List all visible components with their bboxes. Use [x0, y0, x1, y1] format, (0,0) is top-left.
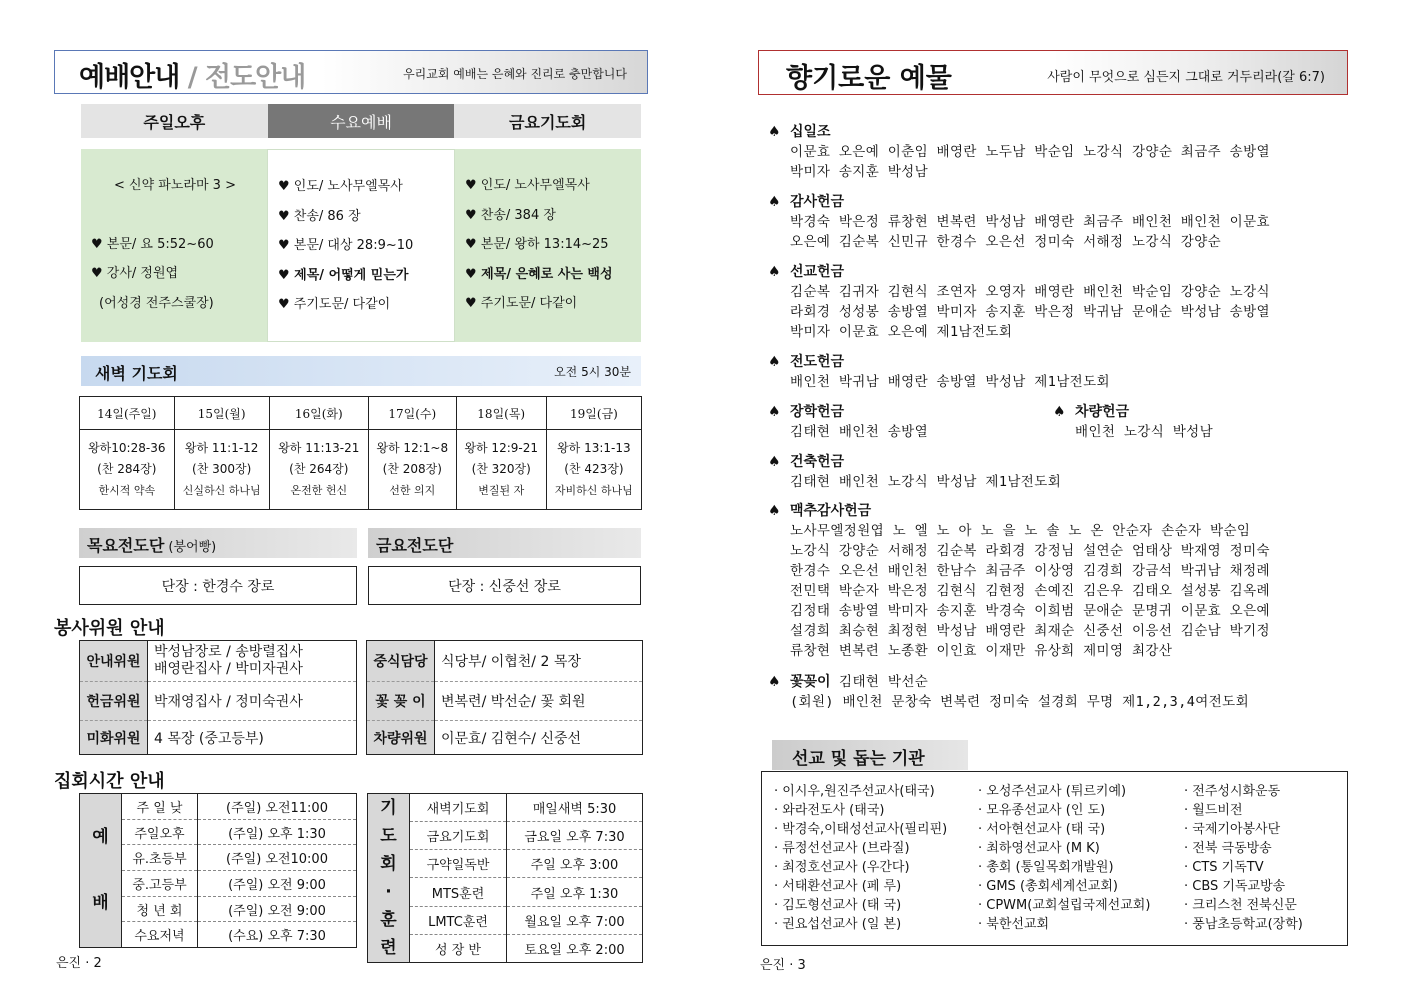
worship-times-table: 예 배 주 일 낮 (주일) 오전11:00 주일오후 (주일) 오후 1:30 유.초등부 (주일) 오전10:00 중.고등부 (주일) 오전 9:00 청 년 회 (주일) 오전 9:00 수요저녁 (수요) 오후 7:30 [79, 793, 357, 948]
offering-tithe: ♠ 십일조 이문효 오은예 이춘임 배영란 노두남 박순임 노강식 강양순 최금주 송방열 박미자 송지훈 박성남 [768, 124, 1270, 180]
dawn-prayer-time: 오전 5시 30분 [554, 365, 631, 379]
friday-details [455, 149, 641, 342]
worship-label: 예 배 [80, 794, 122, 948]
day-cell: 14일(주일) [80, 397, 175, 430]
detail-line: ♥ 주기도문/ 다같이 [465, 296, 578, 311]
mission-section-title: 선교 및 돕는 기관 [772, 740, 968, 770]
page-number-left: 은진 · 2 [56, 956, 102, 971]
day-detail: 왕하 11:1-12 (찬 300장) 신실하신 하나님 [174, 430, 269, 510]
detail-line: ♥ 주기도문/ 다같이 [278, 297, 391, 312]
tab-friday-prayer: 금요기도회 [454, 104, 641, 138]
meeting-section-title: 집회시간 안내 [54, 771, 165, 792]
wednesday-details [267, 149, 455, 342]
spade-icon: ♠ [1053, 404, 1066, 420]
sunday-theme: < 신약 파노라마 3 > [114, 178, 236, 193]
offerings-subtitle: 사람이 무엇으로 심든지 그대로 거두리라(갈 6:7) [1047, 70, 1325, 85]
thursday-team-leader: 단장 : 한경수 장로 [79, 566, 357, 605]
spade-icon: ♠ [768, 354, 781, 370]
service-details [81, 149, 641, 342]
offering-thanks: ♠ 감사헌금 박경숙 박은정 류창현 변복련 박성남 배영란 최금주 배인천 배인천 이문효 오은예 김순복 신민규 한경수 오은선 정미숙 서해정 노강식 강양순 [768, 194, 1270, 250]
page-subtitle: 우리교회 예배는 은혜와 진리로 충만합니다 [403, 67, 627, 81]
day-detail: 왕하10:28-36 (찬 284장) 한시적 약속 [80, 430, 175, 510]
day-detail: 왕하 12:1~8 (찬 208장) 선한 의지 [368, 430, 456, 510]
offering-flowers: ♠ 꽃꽂이 김태현 박선순 (회원) 배인천 문창숙 변복련 정미숙 설경희 무명 제1,2,3,4여전도회 [768, 674, 1250, 710]
day-cell: 17일(수) [368, 397, 456, 430]
dawn-prayer-title: 새벽 기도회 [95, 364, 178, 383]
spade-icon: ♠ [768, 404, 781, 420]
offering-building: ♠ 건축헌금 김태현 배인천 노강식 박성남 제1남전도회 [768, 454, 1062, 490]
detail-line: ♥ 제목/ 어떻게 믿는가 [278, 267, 409, 283]
day-detail: 왕하 11:13-21 (찬 264장) 온전한 헌신 [269, 430, 368, 510]
friday-team-header: 금요전도단 [368, 528, 641, 558]
day-cell: 15일(월) [174, 397, 269, 430]
detail-line: ♥ 인도/ 노사무엘목사 [278, 179, 403, 194]
detail-line: ♥ 찬송/ 86 장 [278, 208, 361, 224]
prayer-training-label: 기 도 회 · 훈 련 [368, 794, 410, 963]
day-cell: 19일(금) [546, 397, 641, 430]
sunday-afternoon-details [81, 149, 267, 342]
friday-team-leader: 단장 : 신중선 장로 [368, 566, 641, 605]
sunday-speaker-note: (어성경 전주스쿨장) [99, 295, 214, 311]
page-title: 예배안내 / 전도안내 [79, 62, 306, 93]
thursday-team-header: 목요전도단 (붕어빵) [79, 528, 357, 558]
staff-table-right: 중식담당 식당부/ 이협천/ 2 목장 꽃 꽂 이 변복련/ 박선순/ 꽃 회원 차량위원 이문효/ 김현수/ 신중선 [366, 640, 643, 755]
staff-table-left: 안내위원 박성남장로 / 송방렬집사 배영란집사 / 박미자권사 헌금위원 박재영집사 / 정미숙권사 미화위원 4 목장 (중고등부) [79, 640, 357, 755]
service-tabs [81, 104, 641, 138]
mission-column-1: · 이시우,원진주선교사(태국) · 와라전도사 (태국) · 박경숙,이태성선교사(필리핀) · 류정선선교사 (브라질) · 최정호선교사 (우간다) · 서태환선교사 (페 루) · 김도형선교사 (태 국) · 권요섭선교사 (일 본) [774, 784, 948, 932]
dawn-prayer-table [79, 396, 642, 510]
offering-scholarship: ♠ 장학헌금 김태현 배인천 송방열 [768, 404, 929, 440]
offering-harvest: ♠ 맥추감사헌금 노사무엘정원엽 노 엘 노 아 노 을 노 솔 노 온 안순자 손순자 박순임 노강식 강양순 서해정 김순복 라회경 강정님 설연순 엄태상 박재영 정미숙 한경수 오은선 배인천 한남수 최금주 이상영 김경희 강금석 박귀남 채정례 전민택 박순자 박은정 김현식 김현정 손예진 김은우 김태오 설성봉 김옥례 김정태 송방열 박미자 송지훈 박경숙 이희범 문애순 문명귀 이문효 오은예 설경희 최승현 최정현 박성남 배영란 최재순 신중선 이응선 김순남 박기정 류창현 변복련 노종환 이인효 이재만 유상희 제미영 최강산 [768, 503, 1270, 659]
detail-line: ♥ 찬송/ 384 장 [465, 207, 556, 223]
mission-column-2: · 오성주선교사 (튀르키예) · 모유종선교사 (인 도) · 서아현선교사 (태 국) · 최하영선교사 (M K) · 총회 (통일목회개발원) · GMS (총회세계선교회) · CPWM(교회설립국제선교회) · 북한선교회 [978, 784, 1151, 932]
left-title-box [54, 50, 648, 94]
offering-mission: ♠ 선교헌금 김순복 김귀자 김현식 조연자 오영자 배영란 배인천 박순임 강양순 노강식 라회경 성성봉 송방열 박미자 송지훈 박은정 박귀남 문애순 박성남 송방열 박미자 이문효 오은예 제1남전도회 [768, 264, 1270, 340]
tab-sunday-afternoon: 주일오후 [81, 104, 268, 138]
tab-wednesday-service: 수요예배 [268, 104, 455, 138]
day-cell: 16일(화) [269, 397, 368, 430]
offering-vehicle: ♠ 차량헌금 배인천 노강식 박성남 [1053, 404, 1214, 440]
offerings-title: 향기로운 예물 [786, 63, 952, 94]
spade-icon: ♠ [768, 503, 781, 519]
mission-list [761, 771, 1348, 946]
prayer-training-table: 기 도 회 · 훈 련 새벽기도회 매일새벽 5:30 금요기도회 금요일 오후 7:30 구약일독반 주일 오후 3:00 MTS훈련 주일 오후 1:30 LMTC훈련 월요일 오후 7:00 성 장 반 토요일 오후 2:00 [367, 793, 643, 963]
day-cell: 18일(목) [456, 397, 546, 430]
detail-line: ♥ 인도/ 노사무엘목사 [465, 178, 590, 193]
spade-icon: ♠ [768, 264, 781, 280]
spade-icon: ♠ [768, 194, 781, 210]
offering-evangelism: ♠ 전도헌금 배인천 박귀남 배영란 송방열 박성남 제1남전도회 [768, 354, 1110, 390]
day-detail: 왕하 12:9-21 (찬 320장) 변질된 자 [456, 430, 546, 510]
detail-line: ♥ 본문/ 대상 28:9~10 [278, 238, 414, 253]
sunday-speaker: ♥ 강사/ 정원엽 [91, 266, 179, 281]
dawn-prayer-header [81, 356, 641, 386]
spade-icon: ♠ [768, 124, 781, 140]
detail-line: ♥ 본문/ 왕하 13:14~25 [465, 237, 609, 252]
staff-section-title: 봉사위원 안내 [54, 618, 165, 639]
mission-column-3: · 전주성시화운동 · 월드비전 · 국제기아봉사단 · 전북 극동방송 · CTS 기독TV · CBS 기독교방송 · 크리스천 전북신문 · 풍남초등학교(장학) [1184, 784, 1303, 932]
right-title-box [758, 50, 1348, 95]
detail-line: ♥ 제목/ 은혜로 사는 백성 [465, 266, 613, 282]
day-detail: 왕하 13:1-13 (찬 423장) 자비하신 하나님 [546, 430, 641, 510]
spade-icon: ♠ [768, 674, 781, 690]
spade-icon: ♠ [768, 454, 781, 470]
sunday-text: ♥ 본문/ 요 5:52~60 [91, 236, 214, 252]
page-number-right: 은진 · 3 [760, 958, 806, 973]
